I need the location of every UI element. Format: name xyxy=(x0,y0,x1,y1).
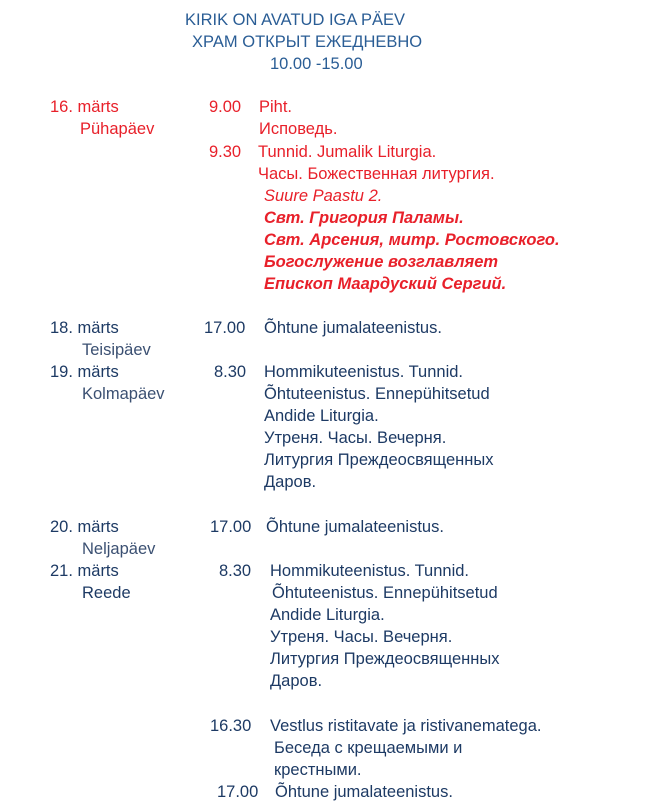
service-line: Vestlus ristitavate ja ristivanematega. xyxy=(270,717,542,735)
service-time: 17.00 xyxy=(217,783,259,801)
weekday-label: Teisipäev xyxy=(82,341,151,359)
service-line: Piht. xyxy=(259,98,293,116)
service-line: Õhtune jumalateenistus. xyxy=(266,518,444,536)
service-time: 17.00 xyxy=(210,518,252,536)
service-line: Исповедь. xyxy=(259,120,338,138)
date-label: 18. märts xyxy=(50,319,119,337)
feast-note: Епископ Маардуский Сергий. xyxy=(264,275,507,293)
weekday-label: Reede xyxy=(82,584,131,602)
feast-note: Свт. Григория Паламы. xyxy=(264,209,464,227)
service-time: 9.00 xyxy=(209,98,242,116)
feast-note: Свт. Арсения, митр. Ростовского. xyxy=(264,231,560,249)
service-line: Andide Liturgia. xyxy=(270,606,385,624)
date-label: 16. märts xyxy=(50,98,119,116)
service-line: Hommikuteenistus. Tunnid. xyxy=(270,562,470,580)
service-line: Беседа с крещаемыми и xyxy=(274,739,463,757)
weekday-label: Kolmapäev xyxy=(82,385,165,403)
service-line: крестными. xyxy=(274,761,362,779)
date-label: 20. märts xyxy=(50,518,119,536)
service-time: 8.30 xyxy=(219,562,252,580)
service-line: Õhtune jumalateenistus. xyxy=(275,783,453,801)
service-line: Литургия Преждеосвященных xyxy=(264,451,494,469)
service-line: Tunnid. Jumalik Liturgia. xyxy=(258,143,437,161)
service-line: Õhtune jumalateenistus. xyxy=(264,319,442,337)
header-line-1: KIRIK ON AVATUD IGA PÄEV xyxy=(185,11,406,29)
feast-note: Suure Paastu 2. xyxy=(264,187,383,205)
weekday-label: Pühapäev xyxy=(80,120,155,138)
header-hours: 10.00 -15.00 xyxy=(270,55,363,73)
service-line: Õhtuteenistus. Ennepühitsetud xyxy=(272,584,498,602)
date-label: 21. märts xyxy=(50,562,119,580)
service-line: Даров. xyxy=(270,672,323,690)
service-time: 17.00 xyxy=(204,319,246,337)
header-line-2: ХРАМ ОТКРЫТ ЕЖЕДНЕВНО xyxy=(192,33,423,51)
date-label: 19. märts xyxy=(50,363,119,381)
service-line: Õhtuteenistus. Ennepühitsetud xyxy=(264,385,490,403)
service-time: 16.30 xyxy=(210,717,252,735)
service-line: Часы. Божественная литургия. xyxy=(258,165,495,183)
service-line: Литургия Преждеосвященных xyxy=(270,650,500,668)
service-line: Hommikuteenistus. Tunnid. xyxy=(264,363,464,381)
service-line: Утреня. Часы. Вечерня. xyxy=(264,429,447,447)
service-line: Утреня. Часы. Вечерня. xyxy=(270,628,453,646)
feast-note: Богослужение возглавляет xyxy=(264,253,499,271)
service-time: 9.30 xyxy=(209,143,242,161)
service-time: 8.30 xyxy=(214,363,247,381)
service-line: Andide Liturgia. xyxy=(264,407,379,425)
weekday-label: Neljapäev xyxy=(82,540,156,558)
service-line: Даров. xyxy=(264,473,317,491)
